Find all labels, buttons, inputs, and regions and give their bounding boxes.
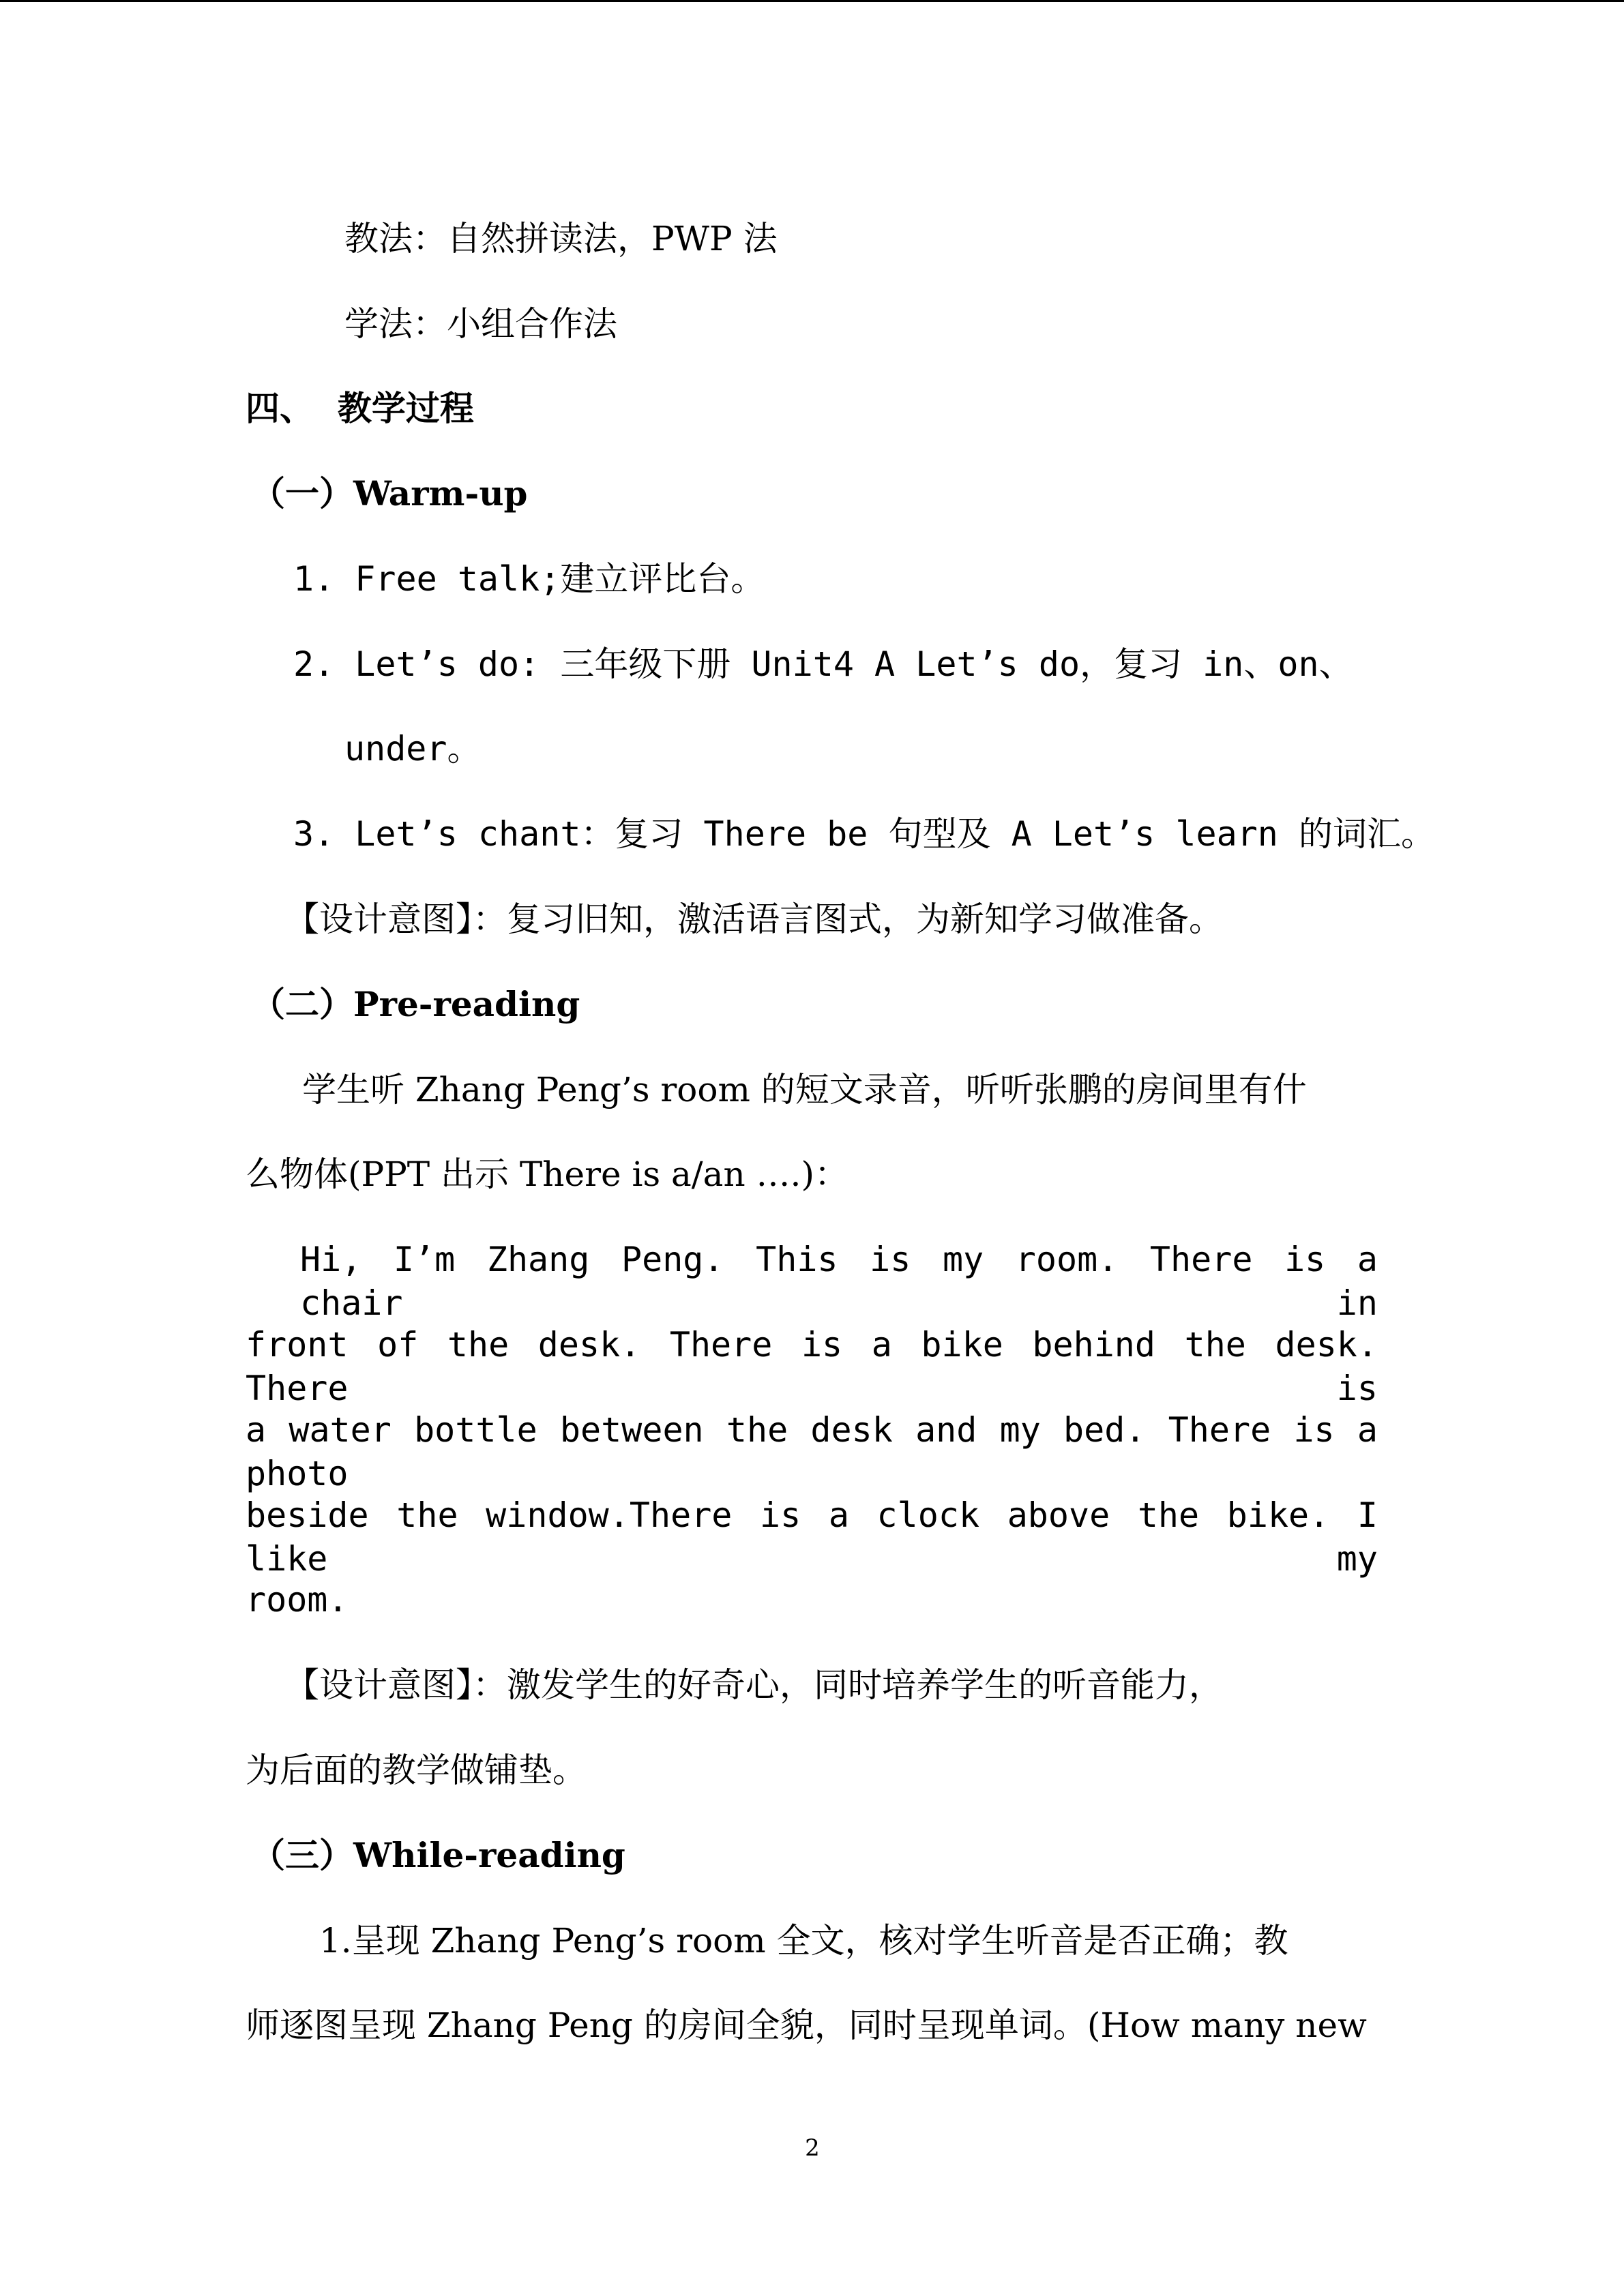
section-heading-teaching-process: 四、 教学过程 [246,388,474,428]
page-number: 2 [805,2134,820,2162]
warmup-item-2: 2. Let’s do: 三年级下册 Unit4 A Let’s do，复习 in、on、 [293,644,1353,684]
prereading-design-intent-line-2: 为后面的教学做铺垫。 [246,1750,587,1790]
passage-line-5: room. [246,1580,349,1620]
prereading-intro-line-2: 么物体(PPT 出示 There is a/an ….)： [246,1154,848,1194]
warmup-design-intent: 【设计意图】：复习旧知，激活语言图式，为新知学习做准备。 [285,899,1223,939]
whilereading-line-2: 师逐图呈现 Zhang Peng 的房间全貌，同时呈现单词。(How many new [246,2006,1367,2045]
whilereading-line-1: 1.呈现 Zhang Peng’s room 全文，核对学生听音是否正确；教 [319,1921,1288,1960]
subsection-heading-prereading: （二）Pre-reading [251,984,580,1024]
passage-line-2: front of the desk. There is a bike behind the desk. There is [246,1325,1378,1408]
warmup-item-2-continued: under。 [344,729,482,769]
warmup-item-3: 3. Let’s chant：复习 There be 句型及 A Let’s learn 的词汇。 [293,814,1435,854]
passage-line-1: Hi, I’m Zhang Peng. This is my room. There is a chair in [300,1240,1378,1323]
passage-line-3: a water bottle between the desk and my bed. There is a photo [246,1410,1378,1493]
passage-line-4: beside the window.There is a clock above the bike. I like my [246,1495,1378,1579]
teaching-method: 教法：自然拼读法，PWP 法 [344,219,778,258]
subsection-heading-whilereading: （三）While-reading [251,1835,625,1875]
prereading-intro-line-1: 学生听 Zhang Peng’s room 的短文录音，听听张鹏的房间里有什 [302,1070,1307,1109]
prereading-design-intent-line-1: 【设计意图】：激发学生的好奇心，同时培养学生的听音能力， [285,1665,1223,1705]
page-top-border [0,0,1624,2]
subsection-heading-warmup: （一）Warm-up [251,473,528,513]
learning-method: 学法：小组合作法 [344,304,617,344]
warmup-item-1: 1. Free talk;建立评比台。 [293,559,765,599]
